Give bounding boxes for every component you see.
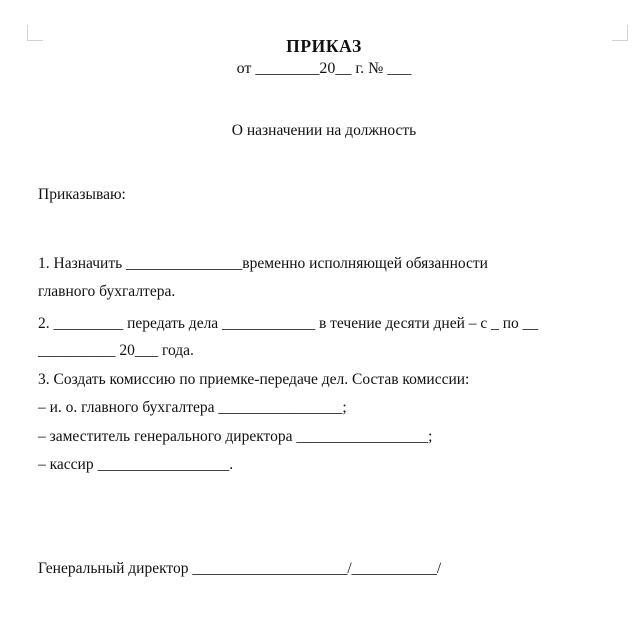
commission-member-2: – заместитель генерального директора _________________; (38, 427, 433, 445)
document-subtitle: О назначении на должность (231, 121, 417, 139)
margin-guide-top-right (612, 25, 628, 41)
document-date-number-line: от ________20__ г. № ___ (236, 60, 412, 78)
order-item-1-line-1: 1. Назначить _______________временно исполняющей обязанности (38, 255, 488, 273)
order-item-1-line-2: главного бухгалтера. (38, 282, 176, 300)
order-item-2-line-2: __________ 20___ года. (38, 342, 194, 360)
commission-member-1: – и. о. главного бухгалтера ________________; (38, 399, 347, 417)
document-title: ПРИКАЗ (286, 36, 362, 56)
commission-member-3: – кассир _________________. (38, 456, 234, 474)
order-item-2-line-1: 2. _________ передать дела ____________ в течение десяти дней – с _ по __ (38, 315, 539, 333)
order-item-3-line-1: 3. Создать комиссию по приемке-передаче дел. Состав комиссии: (38, 370, 470, 388)
order-lead-in: Приказываю: (38, 186, 126, 204)
signature-line: Генеральный директор ____________________/___________/ (38, 560, 442, 577)
document-body (38, 30, 610, 577)
